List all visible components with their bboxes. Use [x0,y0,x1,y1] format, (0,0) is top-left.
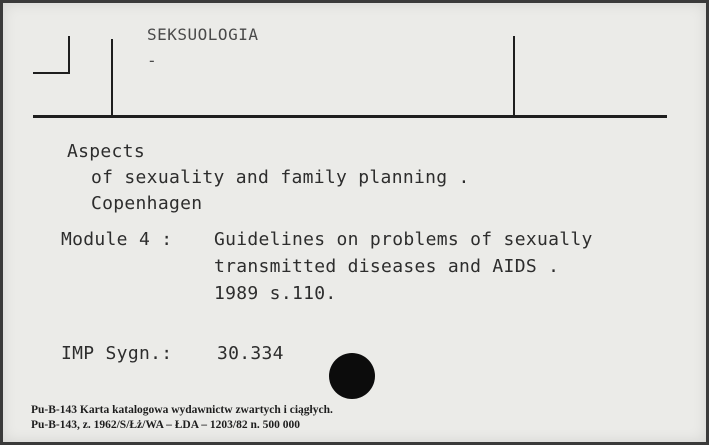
punch-hole [329,353,375,399]
module-title-line2: transmitted diseases and AIDS . [214,256,560,277]
footer-line2: Pu-B-143, z. 1962/S/Łż/WA – ŁDA – 1203/82 n. 500 000 [31,419,300,431]
signature-value: 30.334 [217,343,284,364]
catalog-card [3,3,706,442]
header-bottom-rule [33,115,667,118]
header-title: SEKSUOLOGIA [147,25,259,44]
entry-title: Aspects [67,141,145,162]
header-divider-left [111,39,113,115]
entry-subtitle: of sexuality and family planning . [91,167,470,188]
left-tick-horizontal [33,72,70,74]
header-divider-right [513,36,515,115]
module-label: Module 4 : [61,229,173,250]
header-subtitle: - [147,51,158,70]
signature-label: IMP Sygn.: [61,343,173,364]
left-tick-vertical [68,36,70,74]
module-date-pages: 1989 s.110. [214,283,337,304]
footer-line1: Pu-B-143 Karta katalogowa wydawnictw zwartych i ciągłych. [31,404,333,416]
module-title-line1: Guidelines on problems of sexually [214,229,593,250]
entry-place: Copenhagen [91,193,203,214]
